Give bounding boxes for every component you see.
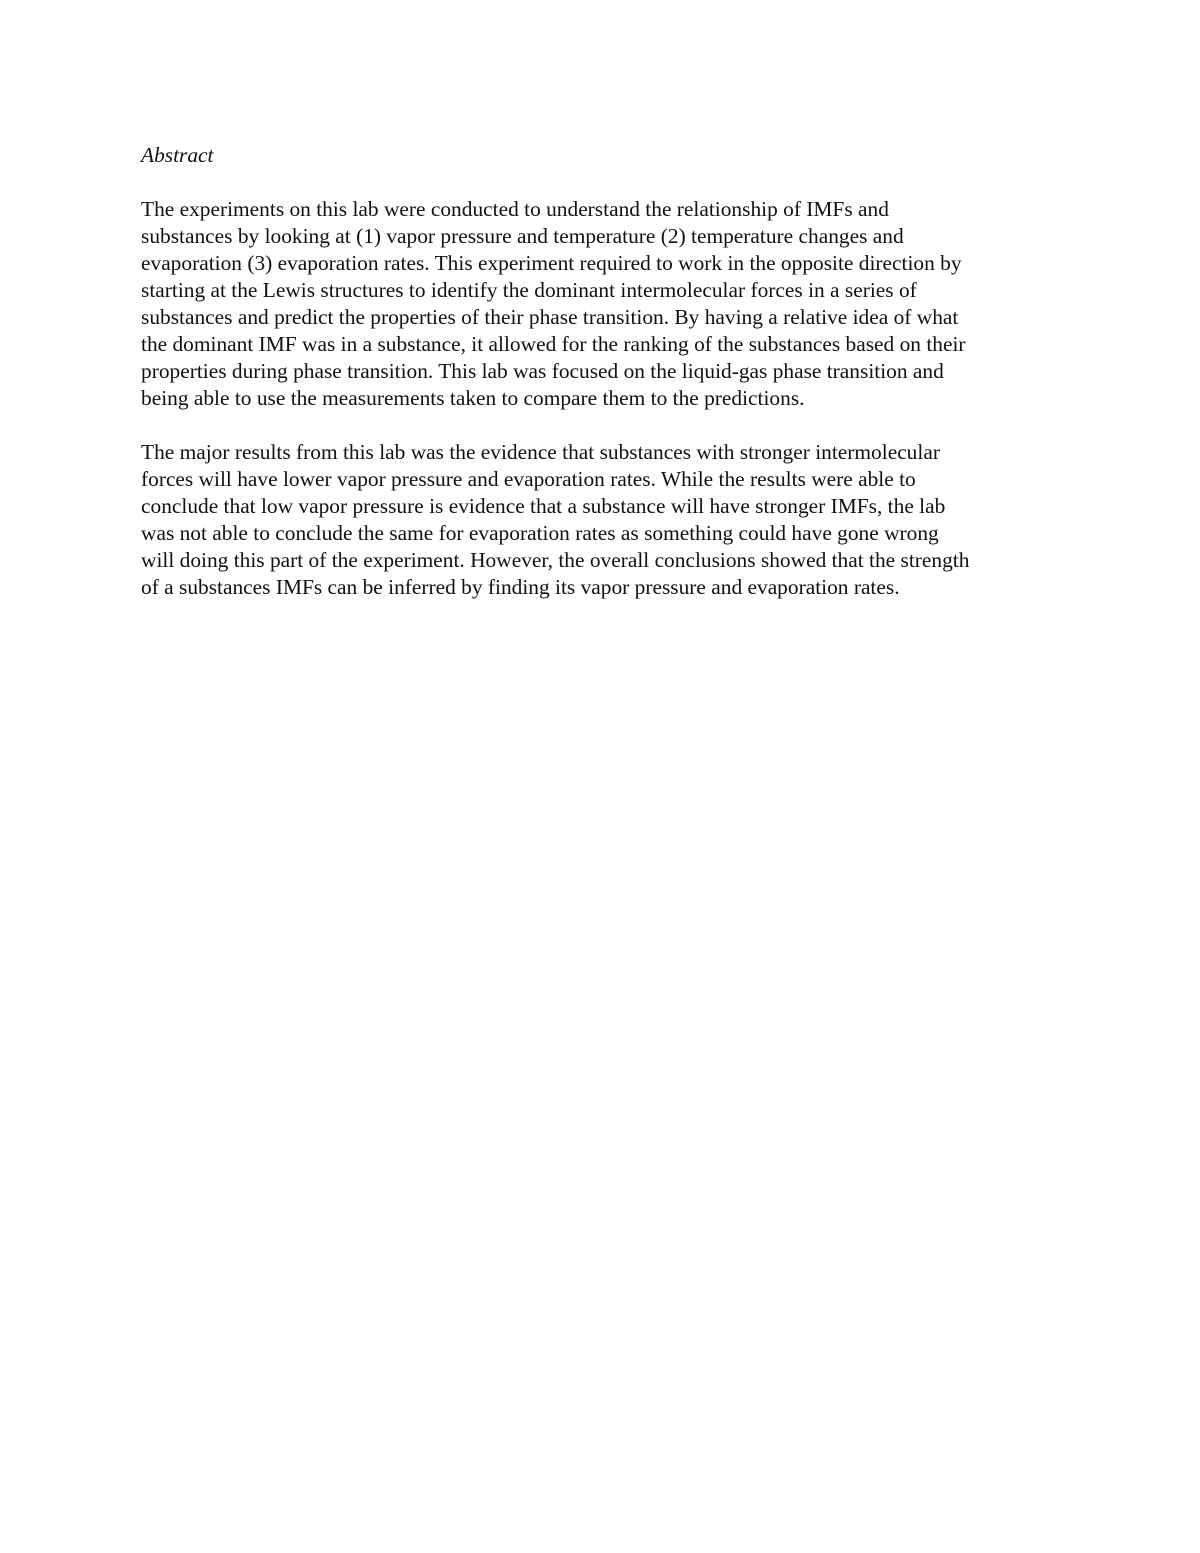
abstract-paragraph-2 — [141, 439, 1061, 601]
abstract-heading: Abstract — [141, 143, 214, 167]
paragraph-line: will doing this part of the experiment. However, the overall conclusions showed that the strength — [141, 548, 970, 572]
paragraph-line: evaporation (3) evaporation rates. This experiment required to work in the opposite direction by — [141, 251, 962, 275]
paragraph-line: The experiments on this lab were conducted to understand the relationship of IMFs and — [141, 197, 889, 221]
paragraph-line: was not able to conclude the same for evaporation rates as something could have gone wrong — [141, 521, 939, 545]
paragraph-line: properties during phase transition. This lab was focused on the liquid-gas phase transition and — [141, 359, 944, 383]
paragraph-line: conclude that low vapor pressure is evidence that a substance will have stronger IMFs, the lab — [141, 494, 946, 518]
abstract-paragraph-1 — [141, 196, 1061, 412]
paragraph-line: substances by looking at (1) vapor pressure and temperature (2) temperature changes and — [141, 224, 904, 248]
document-body — [141, 142, 1061, 628]
paragraph-line: the dominant IMF was in a substance, it allowed for the ranking of the substances based on their — [141, 332, 966, 356]
paragraph-line: substances and predict the properties of their phase transition. By having a relative idea of what — [141, 305, 959, 329]
paragraph-line: The major results from this lab was the evidence that substances with stronger intermolecular — [141, 440, 940, 464]
paragraph-line: being able to use the measurements taken to compare them to the predictions. — [141, 386, 805, 410]
paragraph-line: of a substances IMFs can be inferred by finding its vapor pressure and evaporation rates. — [141, 575, 900, 599]
paragraph-line: forces will have lower vapor pressure and evaporation rates. While the results were able to — [141, 467, 916, 491]
paragraph-line: starting at the Lewis structures to identify the dominant intermolecular forces in a series of — [141, 278, 917, 302]
